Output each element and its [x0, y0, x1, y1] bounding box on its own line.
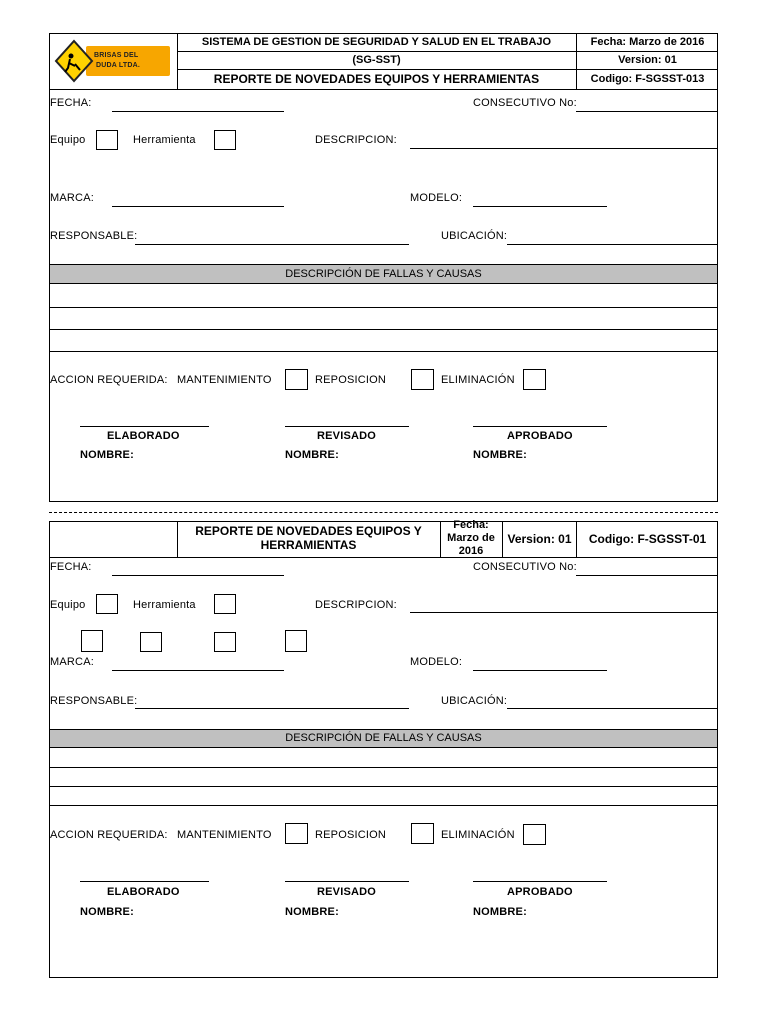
extra-checkbox-1[interactable] [81, 630, 103, 652]
mantenimiento-checkbox[interactable] [285, 369, 308, 390]
elaborado-signature-line[interactable] [80, 426, 209, 427]
fecha-label-2: FECHA: [50, 561, 92, 573]
eliminacion-checkbox-2[interactable] [523, 824, 546, 845]
aprobado-signature-line[interactable] [473, 426, 607, 427]
cut-line [49, 512, 718, 513]
reposicion-checkbox-2[interactable] [411, 823, 434, 844]
ubicacion-label-2: UBICACIÓN: [441, 695, 508, 707]
worker-digging-sign-icon [54, 38, 172, 84]
doc-date: Fecha: Marzo de 2016 [590, 36, 705, 48]
herramienta-checkbox-2[interactable] [214, 594, 236, 614]
report-title-2-line2: HERRAMIENTAS [260, 538, 357, 552]
company-logo [54, 38, 172, 84]
modelo-label: MODELO: [410, 192, 463, 204]
ubicacion-line-2[interactable] [507, 708, 717, 709]
marca-label-2: MARCA: [50, 656, 94, 668]
doc-date-2-line2: Marzo de [447, 532, 495, 544]
descripcion-line[interactable] [410, 148, 717, 149]
doc-version-2: Version: 01 [507, 532, 572, 546]
doc-date-2 [440, 519, 502, 557]
falla-row-3-2[interactable] [49, 805, 718, 806]
report-title: REPORTE DE NOVEDADES EQUIPOS Y HERRAMIENTAS [213, 72, 540, 86]
equipo-checkbox[interactable] [96, 130, 118, 150]
responsable-label: RESPONSABLE: [50, 230, 138, 242]
revisado-nombre-label: NOMBRE: [285, 449, 339, 461]
fallas-header: DESCRIPCIÓN DE FALLAS Y CAUSAS [285, 267, 482, 280]
mantenimiento-checkbox-2[interactable] [285, 823, 308, 844]
modelo-label-2: MODELO: [410, 656, 463, 668]
logo-company-line2: DUDA LTDA. [96, 62, 140, 69]
revisado-label-2: REVISADO [317, 886, 377, 898]
eliminacion-label-2: ELIMINACIÓN [441, 829, 515, 841]
mantenimiento-label-2: MANTENIMIENTO [177, 829, 272, 841]
ubicacion-label: UBICACIÓN: [441, 230, 508, 242]
accion-label-2: ACCION REQUERIDA: [50, 829, 168, 841]
revisado-signature-line-2[interactable] [285, 881, 409, 882]
responsable-line[interactable] [135, 244, 409, 245]
fecha-line[interactable] [112, 111, 284, 112]
equipo-checkbox-2[interactable] [96, 594, 118, 614]
extra-checkbox-4[interactable] [285, 630, 307, 652]
consecutivo-label: CONSECUTIVO No: [473, 97, 577, 109]
elaborado-label: ELABORADO [107, 430, 180, 442]
reposicion-checkbox[interactable] [411, 369, 434, 390]
responsable-label-2: RESPONSABLE: [50, 695, 138, 707]
revisado-signature-line[interactable] [285, 426, 409, 427]
eliminacion-label: ELIMINACIÓN [441, 374, 515, 386]
doc-date-2-line3: 2016 [458, 545, 484, 557]
extra-checkbox-2[interactable] [140, 632, 162, 652]
reposicion-label: REPOSICION [315, 374, 387, 386]
elaborado-signature-line-2[interactable] [80, 881, 209, 882]
aprobado-signature-line-2[interactable] [473, 881, 607, 882]
consecutivo-line[interactable] [576, 111, 717, 112]
falla-row-2-2[interactable] [49, 786, 718, 787]
mantenimiento-label: MANTENIMIENTO [177, 374, 272, 386]
report-title-2-line1: REPORTE DE NOVEDADES EQUIPOS Y [195, 524, 422, 538]
marca-label: MARCA: [50, 192, 94, 204]
herramienta-checkbox[interactable] [214, 130, 236, 150]
fallas-header-2: DESCRIPCIÓN DE FALLAS Y CAUSAS [285, 732, 482, 744]
descripcion-label-2: DESCRIPCION: [315, 599, 397, 611]
marca-line[interactable] [112, 206, 284, 207]
falla-row-1-2[interactable] [49, 767, 718, 768]
falla-row-1[interactable] [49, 307, 718, 308]
ubicacion-line[interactable] [507, 244, 717, 245]
descripcion-label: DESCRIPCION: [315, 134, 397, 146]
system-title: SISTEMA DE GESTION DE SEGURIDAD Y SALUD EN EL TRABAJO [201, 36, 552, 48]
elaborado-label-2: ELABORADO [107, 886, 180, 898]
aprobado-label: APROBADO [507, 430, 573, 442]
reposicion-label-2: REPOSICION [315, 829, 387, 841]
falla-row-2[interactable] [49, 329, 718, 330]
marca-line-2[interactable] [112, 670, 284, 671]
aprobado-nombre-label: NOMBRE: [473, 449, 527, 461]
fecha-line-2[interactable] [112, 575, 284, 576]
eliminacion-checkbox[interactable] [523, 369, 546, 390]
consecutivo-line-2[interactable] [576, 575, 717, 576]
falla-row-3[interactable] [49, 351, 718, 352]
report-title-2 [177, 524, 440, 556]
herramienta-label: Herramienta [133, 134, 196, 146]
doc-date-2-line1: Fecha: [453, 519, 489, 531]
accion-label: ACCION REQUERIDA: [50, 374, 168, 386]
equipo-label-2: Equipo [50, 599, 86, 611]
herramienta-label-2: Herramienta [133, 599, 196, 611]
consecutivo-label-2: CONSECUTIVO No: [473, 561, 577, 573]
aprobado-nombre-label-2: NOMBRE: [473, 906, 527, 918]
doc-code: Codigo: F-SGSST-013 [590, 73, 705, 85]
doc-code-2: Codigo: F-SGSST-01 [588, 532, 707, 546]
equipo-label: Equipo [50, 134, 86, 146]
extra-checkbox-3[interactable] [214, 632, 236, 652]
revisado-label: REVISADO [317, 430, 377, 442]
elaborado-nombre-label-2: NOMBRE: [80, 906, 134, 918]
system-abbr: (SG-SST) [352, 54, 401, 66]
doc-version: Version: 01 [618, 54, 677, 66]
modelo-line[interactable] [473, 206, 607, 207]
responsable-line-2[interactable] [135, 708, 409, 709]
descripcion-line-2[interactable] [410, 612, 717, 613]
fecha-label: FECHA: [50, 97, 92, 109]
logo-company-line1: BRISAS DEL [94, 52, 139, 59]
revisado-nombre-label-2: NOMBRE: [285, 906, 339, 918]
elaborado-nombre-label: NOMBRE: [80, 449, 134, 461]
aprobado-label-2: APROBADO [507, 886, 573, 898]
modelo-line-2[interactable] [473, 670, 607, 671]
